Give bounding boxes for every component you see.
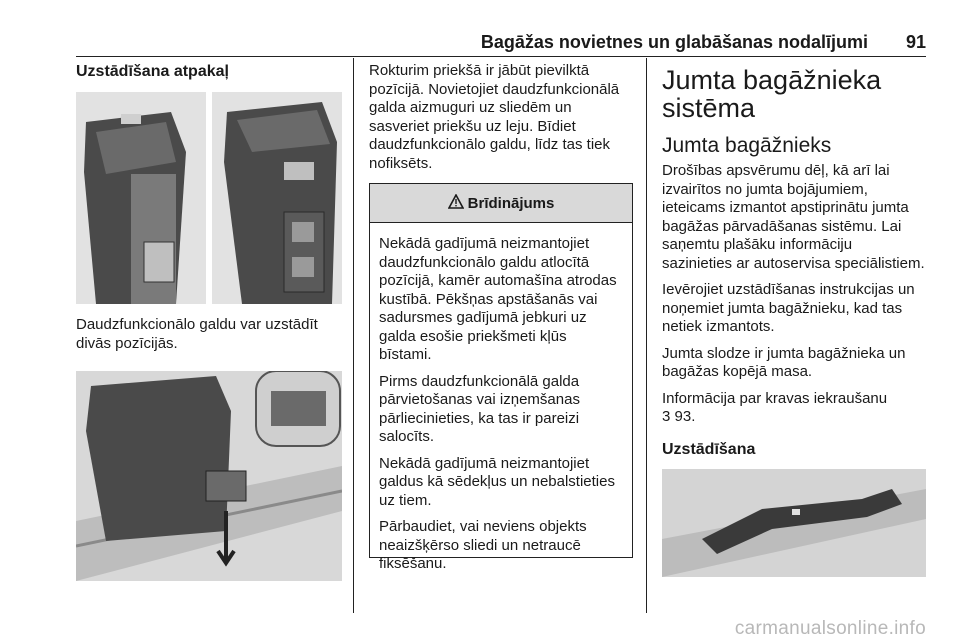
- column-divider: [353, 58, 354, 613]
- warning-paragraph: Pārbaudiet, vai neviens objekts neaizšķērso sliedi un netraucē fiksēšanu.: [379, 518, 587, 572]
- table-rail-illustration: [76, 371, 342, 581]
- paragraph: Rokturim priekšā ir jābūt pievilktā pozīcijā. Novietojiet daudzfunkcionālā galda aizmuguri uz sliedēm un sasveriet priekšu uz leju. Bīdiet daudzfunkcionālo galdu, līdz tas tiek nofiksēts.: [369, 62, 620, 172]
- reinstall-heading: Uzstādīšana atpakaļ: [76, 63, 229, 80]
- paragraph: [662, 390, 926, 427]
- warning-triangle-icon: [448, 194, 464, 213]
- column-left: [76, 62, 342, 581]
- section-heading: Jumta bagāžnieks: [662, 134, 832, 157]
- paragraph: Jumta slodze ir jumta bagāžnieka un bagāžas kopējā masa.: [662, 344, 906, 380]
- table-upright-illustration: [212, 92, 342, 304]
- chapter-heading: Jumta bagāžnieka sistēma: [662, 65, 882, 123]
- paragraph: Ievērojiet uzstādīšanas instrukcijas un noņemiet jumta bagāžnieku, kad tas netiek izmantots.: [662, 281, 915, 335]
- table-positions-figure: [76, 92, 342, 304]
- warning-title: Brīdinājums: [467, 194, 555, 212]
- section-title: Bagāžas novietnes un glabāšanas nodalījumi: [480, 32, 868, 52]
- warning-body: [370, 223, 632, 574]
- page-reference-link[interactable]: 3 93.: [662, 408, 696, 425]
- paragraph: Daudzfunkcionālo galdu var uzstādīt divās pozīcijās.: [76, 316, 318, 352]
- column-middle: [369, 62, 633, 572]
- table-folded-illustration: [76, 92, 206, 304]
- page-header: [76, 0, 926, 57]
- install-heading: Uzstādīšana: [662, 440, 756, 458]
- page-number: 91: [905, 32, 926, 52]
- column-right: [662, 62, 926, 577]
- roof-rail-illustration: [662, 469, 926, 577]
- warning-paragraph: Nekādā gadījumā neizmantojiet galdus kā sēdekļus un nebalstieties uz tiem.: [379, 454, 615, 509]
- warning-paragraph: Nekādā gadījumā neizmantojiet daudzfunkcionālo galdu atlocītā pozīcijā, kamēr automašīna atrodas kustībā. Pēkšņas apstāšanās vai sadursmes gadījumā jebkuri uz galda esošie priekšmeti kļūs bīstami.: [379, 235, 617, 363]
- warning-header: [370, 184, 632, 223]
- cargo-info-text: Informācija par kravas iekraušanu: [662, 389, 888, 407]
- warning-box: [369, 183, 633, 572]
- paragraph: Drošības apsvērumu dēļ, kā arī lai izvairītos no jumta bojājumiem, ieteicams izmantot apstiprinātu jumta bagāžas pārvadāšanas sistēmu. Lai saņemtu plašāku informāciju sazinieties ar autoservisa speciālistiem.: [662, 162, 925, 272]
- watermark: carmanualsonline.info: [734, 618, 926, 639]
- column-divider: [646, 58, 647, 613]
- warning-paragraph: Pirms daudzfunkcionālā galda pārvietošanas vai izņemšanas pārliecinieties, ka tas ir pareizi salocīts.: [379, 372, 580, 445]
